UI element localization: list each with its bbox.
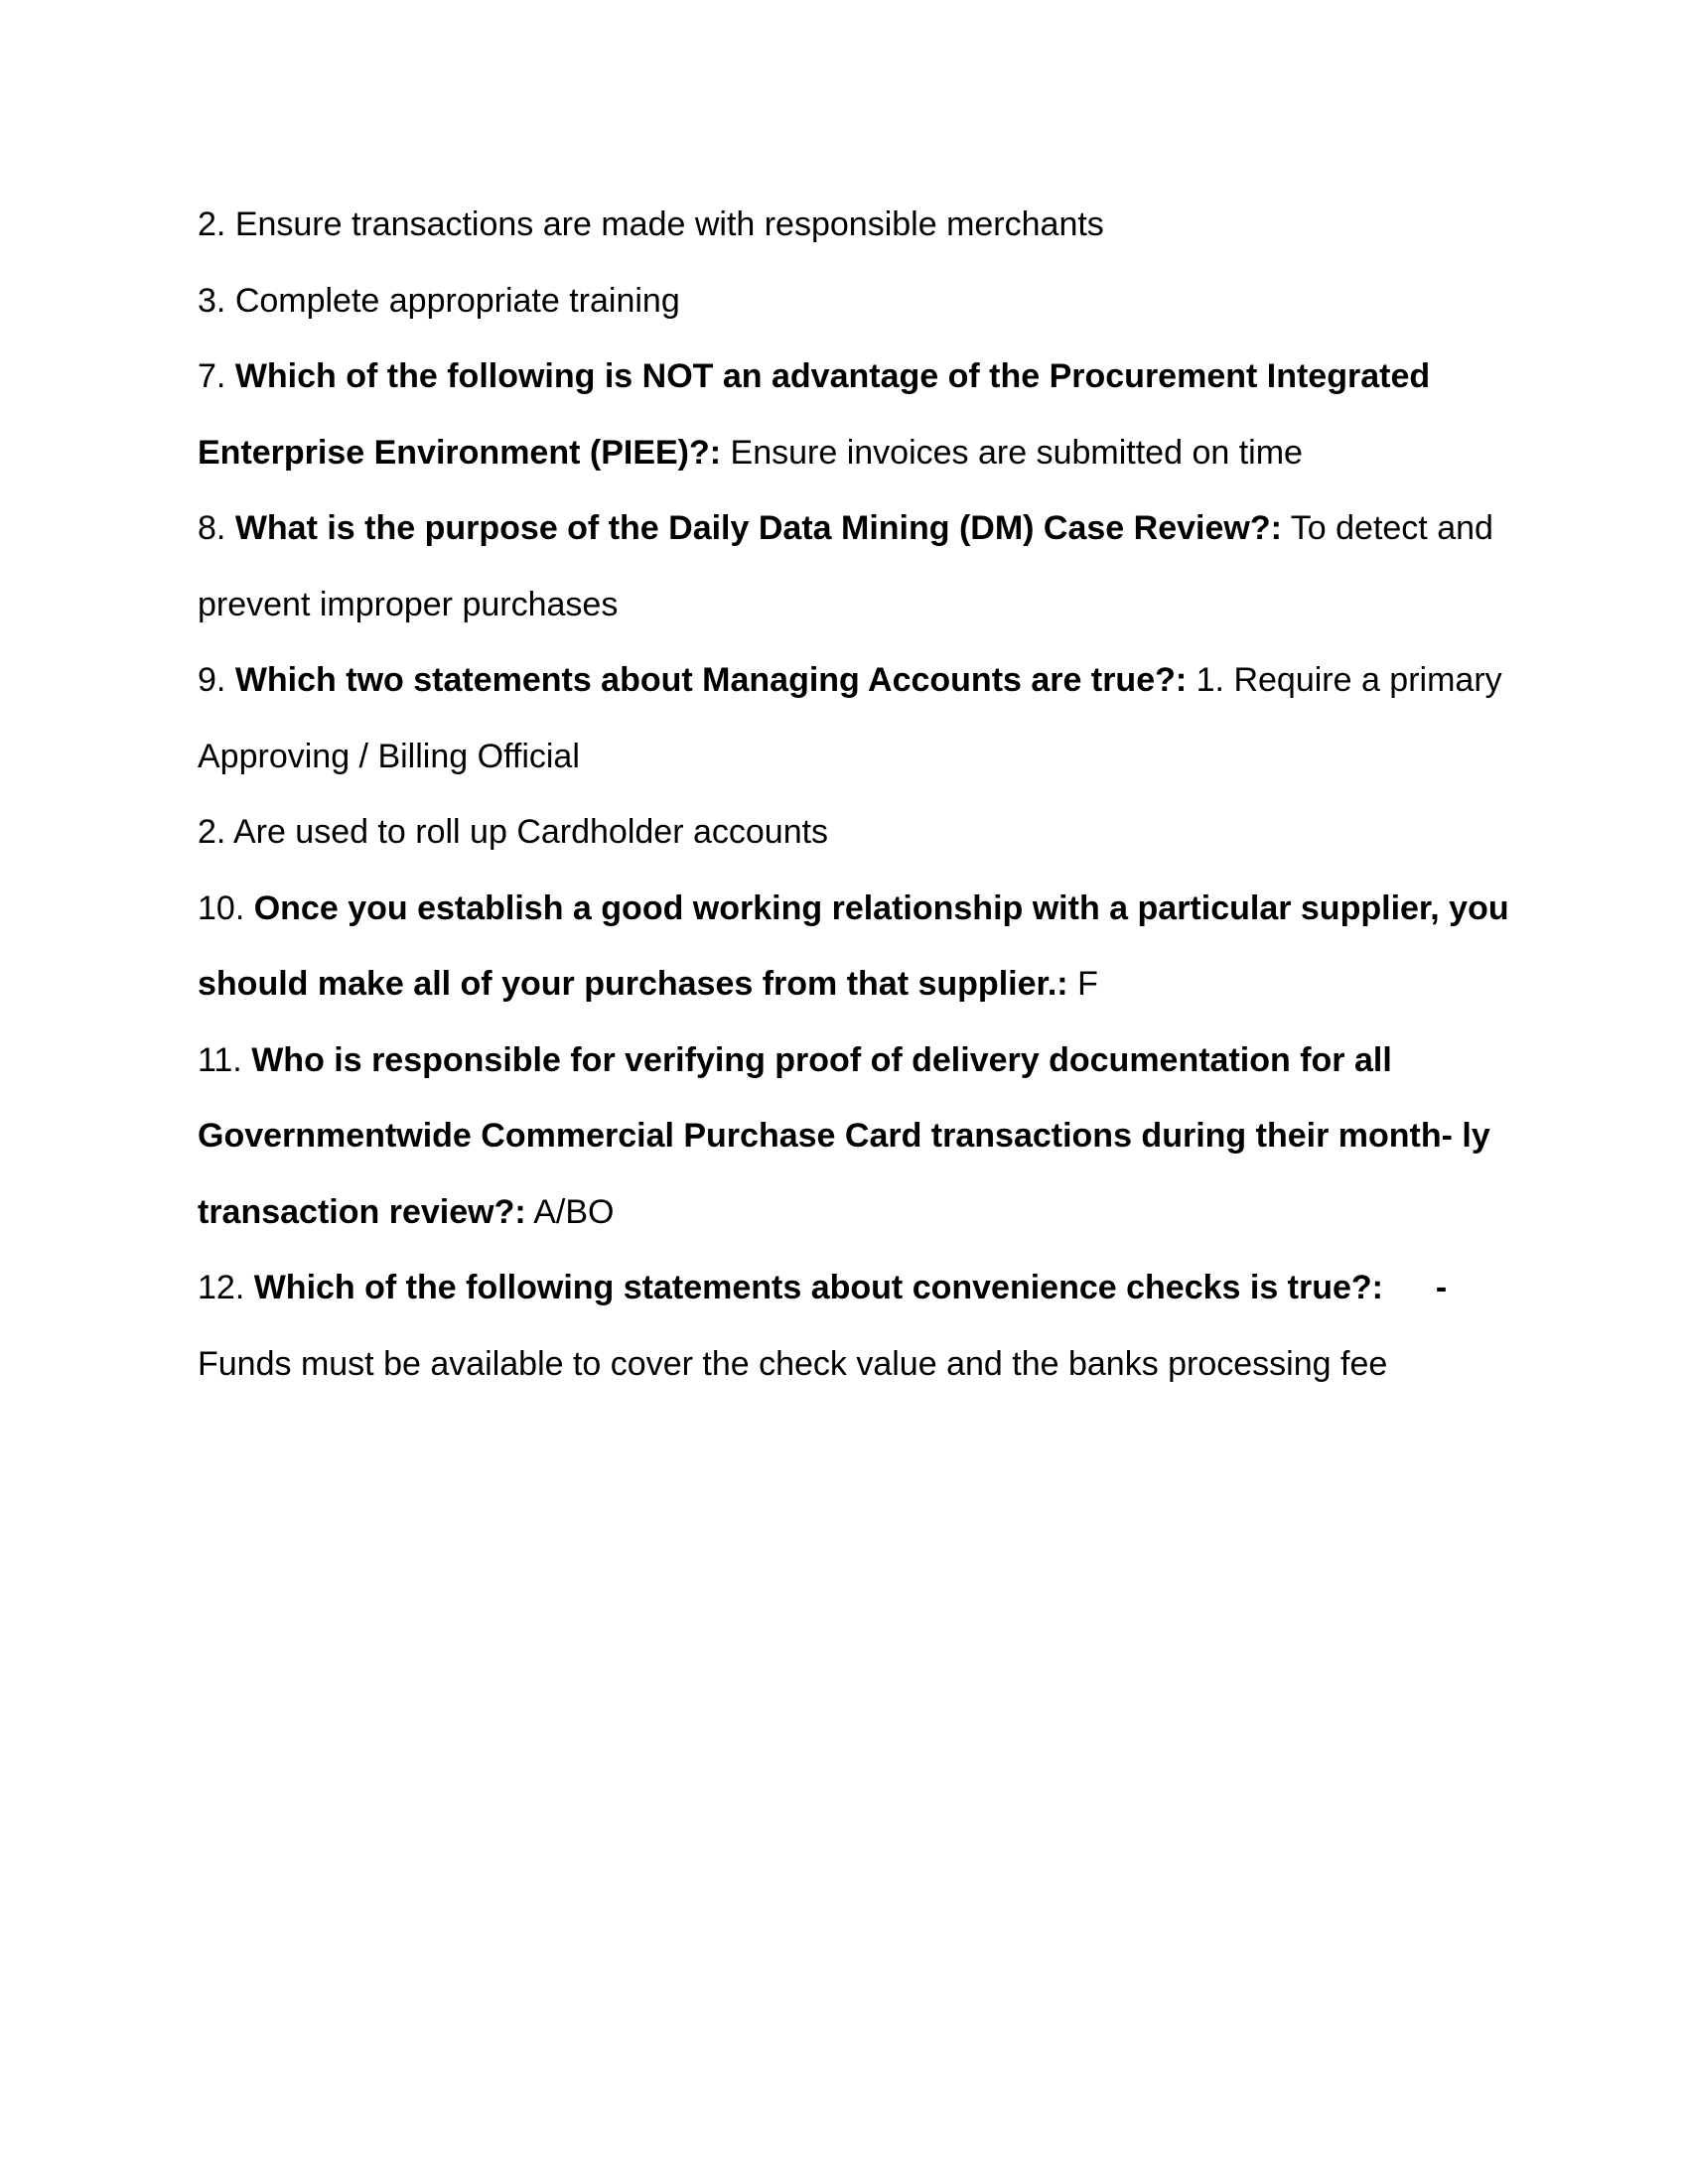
question-line: [198, 1250, 1498, 1326]
question-line: [198, 1174, 1498, 1251]
question-text: should make all of your purchases from that supplier.:: [198, 965, 1068, 1003]
question-number: 11.: [198, 1040, 242, 1079]
answer-text: F: [1077, 965, 1098, 1003]
question-text: Who is responsible for verifying proof of delivery documentation for all: [251, 1040, 1392, 1079]
question-text: Once you establish a good working relationship with a particular supplier, you: [253, 888, 1509, 927]
question-line: [198, 642, 1502, 719]
question-number: 9.: [198, 661, 226, 699]
item-number: 2.: [198, 205, 226, 243]
question-number: 12.: [198, 1269, 245, 1306]
question-line: [198, 1023, 1498, 1099]
answer-line: [198, 263, 1498, 340]
item-number: 3.: [198, 281, 226, 320]
question-line: [198, 946, 1498, 1023]
question-text: Governmentwide Commercial Purchase Card transactions during their month- ly: [198, 1117, 1490, 1155]
question-line: [198, 871, 1509, 947]
answer-text: prevent improper purchases: [198, 585, 619, 623]
item-number: 2.: [198, 813, 226, 851]
question-number: 10.: [198, 888, 245, 927]
question-text: What is the purpose of the Daily Data Mining (DM) Case Review?:: [234, 509, 1282, 547]
qa-list: [198, 187, 1509, 1402]
answer-line: [198, 1326, 1498, 1403]
question-line: [198, 339, 1498, 415]
answer-text: 1. Require a primary: [1196, 661, 1502, 699]
trailing-dash: -: [1435, 1269, 1448, 1306]
question-line: [198, 490, 1498, 567]
answer-line: [198, 567, 1498, 643]
answer-line: [198, 187, 1498, 263]
answer-text: To detect and: [1290, 509, 1493, 547]
answer-text: Approving / Billing Official: [198, 737, 580, 775]
answer-text: Funds must be available to cover the check value and the banks processing fee: [198, 1344, 1388, 1383]
question-line: [198, 415, 1498, 491]
question-text: Enterprise Environment (PIEE)?:: [198, 433, 722, 472]
question-text: transaction review?:: [198, 1192, 526, 1231]
question-number: 8.: [198, 509, 226, 547]
answer-line: [198, 719, 1498, 795]
question-text: Which two statements about Managing Accounts are true?:: [234, 661, 1188, 699]
answer-text: Ensure transactions are made with responsible merchants: [234, 205, 1104, 243]
question-text: Which of the following is NOT an advantage of the Procurement Integrated: [234, 357, 1431, 395]
answer-text: A/BO: [533, 1192, 615, 1231]
question-text: Which of the following statements about convenience checks is true?:: [253, 1269, 1384, 1306]
answer-text: Complete appropriate training: [234, 281, 680, 320]
question-number: 7.: [198, 357, 226, 395]
answer-text: Are used to roll up Cardholder accounts: [232, 813, 829, 851]
answer-text: Ensure invoices are submitted on time: [730, 433, 1303, 472]
answer-line: [198, 794, 1498, 871]
question-line: [198, 1098, 1498, 1174]
